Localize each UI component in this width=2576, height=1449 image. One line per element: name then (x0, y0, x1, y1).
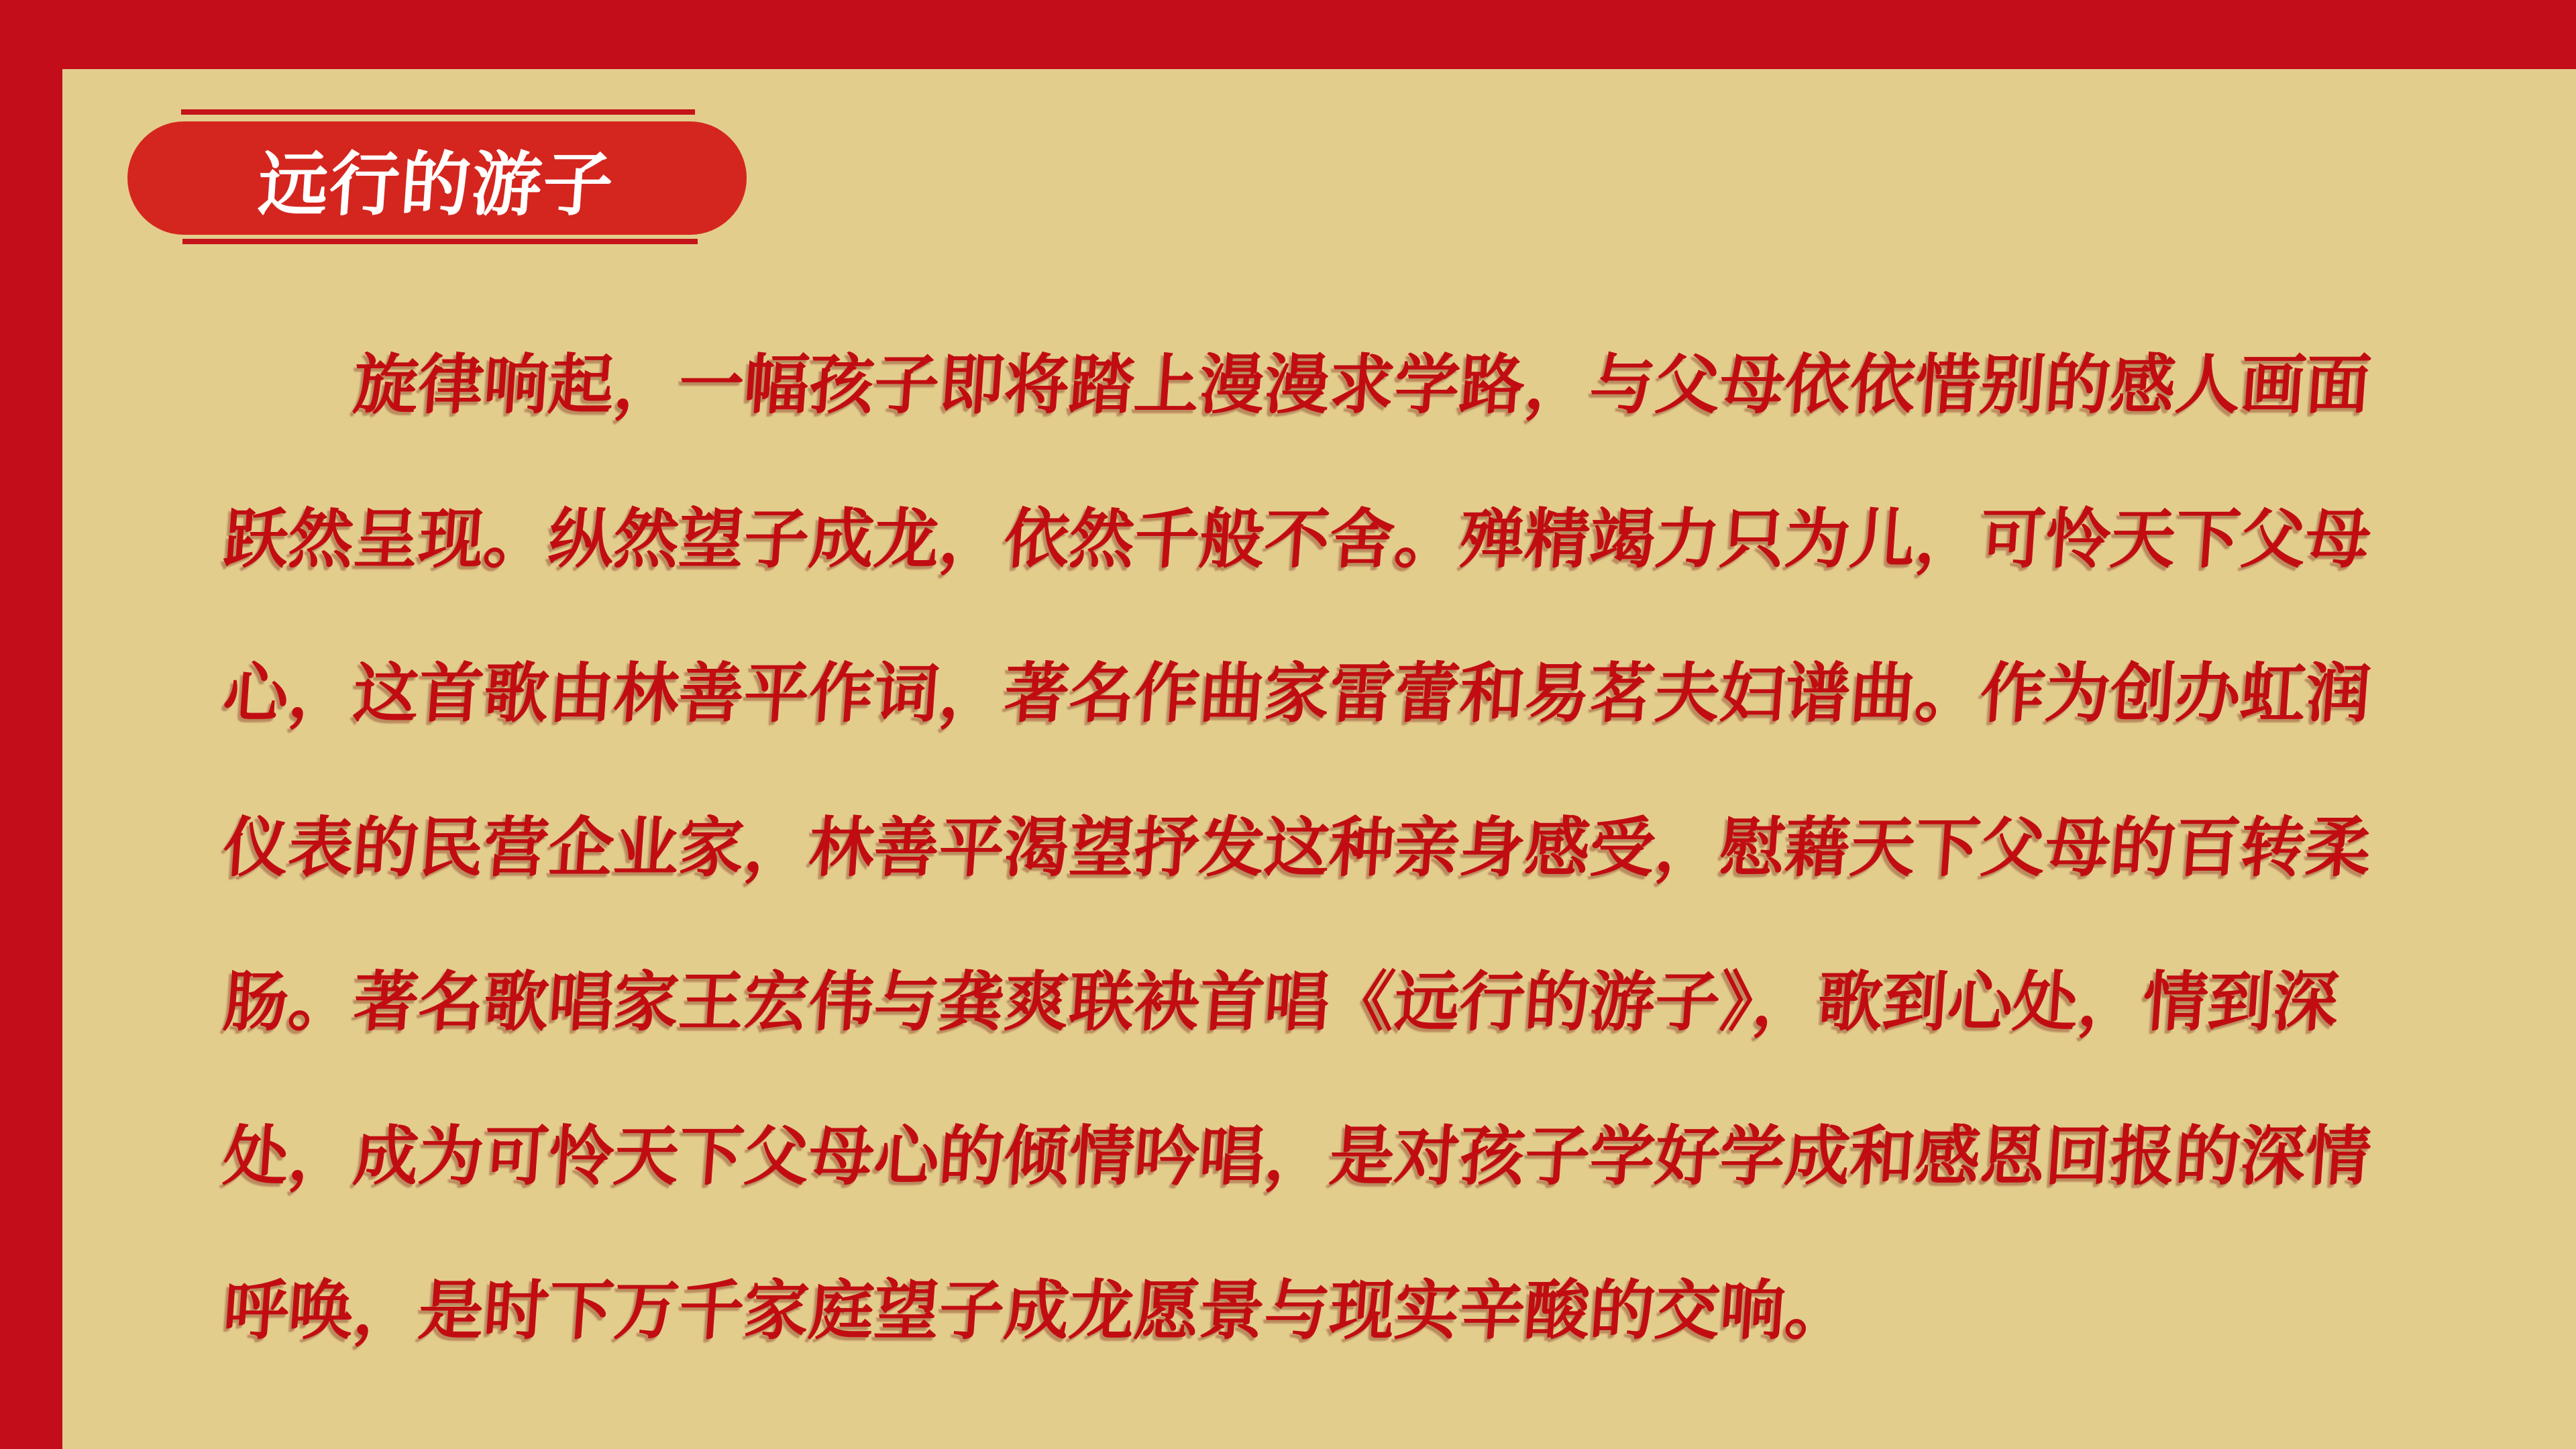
badge-top-line (181, 109, 695, 115)
paragraph-line: 仪表的民营企业家，林善平渴望抒发这种亲身感受，慰藉天下父母的百转柔 (221, 811, 2373, 884)
paragraph-line: 跃然呈现。纵然望子成龙，依然千般不舍。殚精竭力只为儿，可怜天下父母 (221, 502, 2373, 576)
page-title: 远行的游子 (256, 146, 617, 224)
body-paragraph (218, 308, 2418, 1388)
paragraph-line: 肠。著名歌唱家王宏伟与龚爽联袂首唱《远行的游子》，歌到心处，情到深 (221, 965, 2341, 1038)
top-border-bar (0, 0, 2576, 69)
paragraph-line: 呼唤，是时下万千家庭望子成龙愿景与现实辛酸的交响。 (221, 1274, 1853, 1347)
paragraph-line: 处，成为可怜天下父母心的倾情吟唱，是对孩子学好学成和感恩回报的深情 (221, 1120, 2373, 1193)
paragraph-line: 旋律响起，一幅孩子即将踏上漫漫求学路，与父母依依惜别的感人画面 (351, 348, 2373, 421)
paragraph-line: 心，这首歌由林善平作词，著名作曲家雷蕾和易茗夫妇谱曲。作为创办虹润 (221, 657, 2373, 730)
badge-bottom-line (182, 239, 698, 244)
title-pill (127, 121, 747, 235)
left-border-bar (0, 0, 62, 1449)
